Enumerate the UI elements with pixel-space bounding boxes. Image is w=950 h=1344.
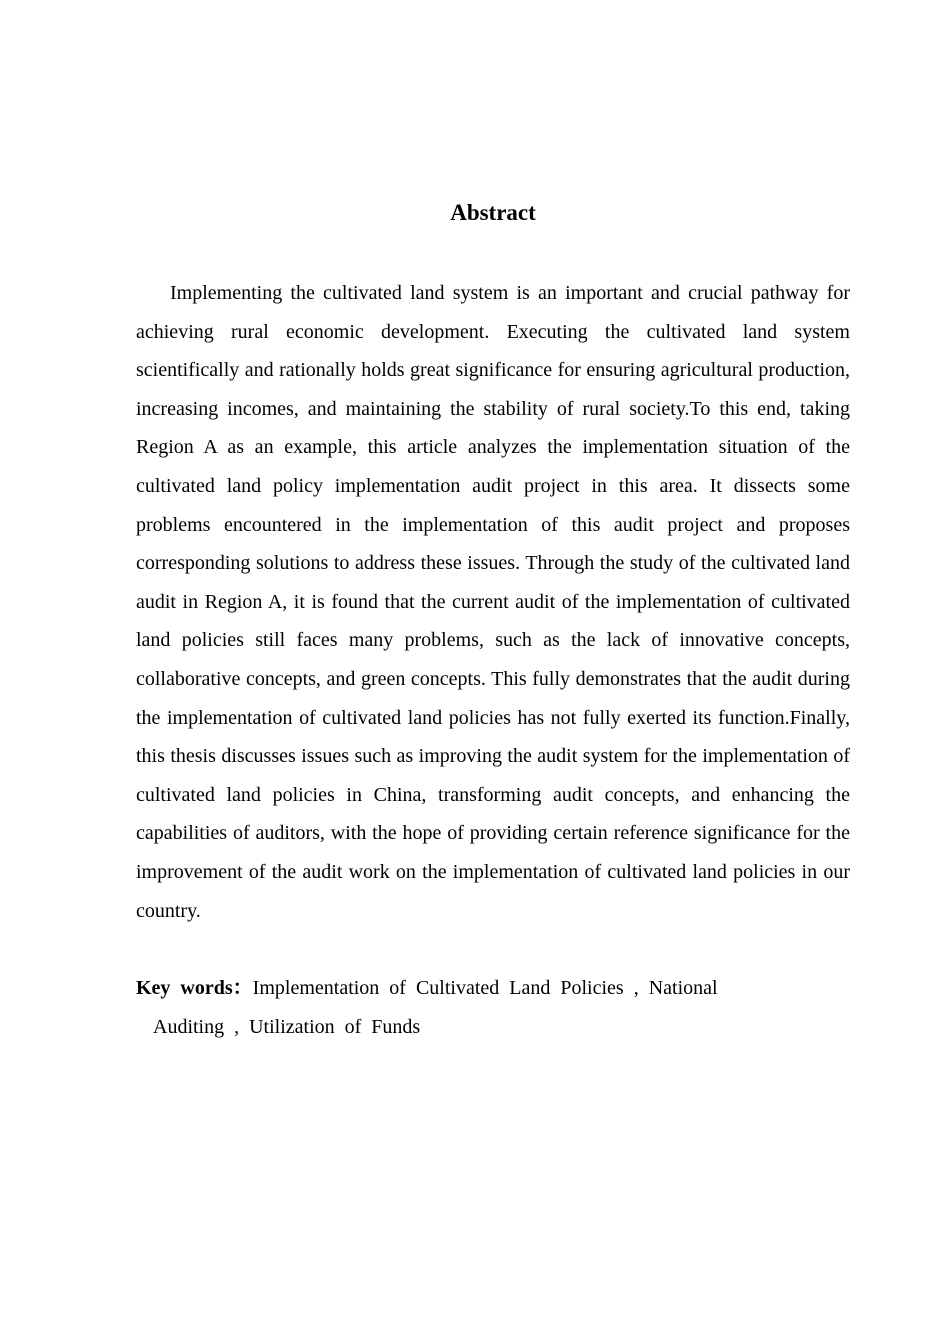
keywords-line-2: Auditing , Utilization of Funds xyxy=(153,1016,421,1038)
abstract-body: Implementing the cultivated land system is an important and crucial pathway for achieving rural economic development. Executing the cultivated land system scientifically and rationally holds great significance for ensuring agricultural production, increasing incomes, and maintaining the stability of rural society.To this end, taking Region A as an example, this article analyzes the implementation situation of the cultivated land policy implementation audit project in this area. It dissects some problems encountered in the implementation of this audit project and proposes corresponding solutions to address these issues. Through the study of the cultivated land audit in Region A, it is found that the current audit of the implementation of cultivated land policies still faces many problems, such as the lack of innovative concepts, collaborative concepts, and green concepts. This fully demonstrates that the audit during the implementation of cultivated land policies has not fully exerted its function.Finally, this thesis discusses issues such as improving the audit system for the implementation of cultivated land policies in China, transforming audit concepts, and enhancing the capabilities of auditors, with the hope of providing certain reference significance for the improvement of the audit work on the implementation of cultivated land policies in our country. xyxy=(136,282,850,922)
abstract-title: Abstract xyxy=(450,200,536,225)
keywords-label: Key words： xyxy=(136,977,253,999)
keywords-line-1: Implementation of Cultivated Land Policies , National xyxy=(252,977,718,999)
keywords-section xyxy=(136,969,796,1047)
